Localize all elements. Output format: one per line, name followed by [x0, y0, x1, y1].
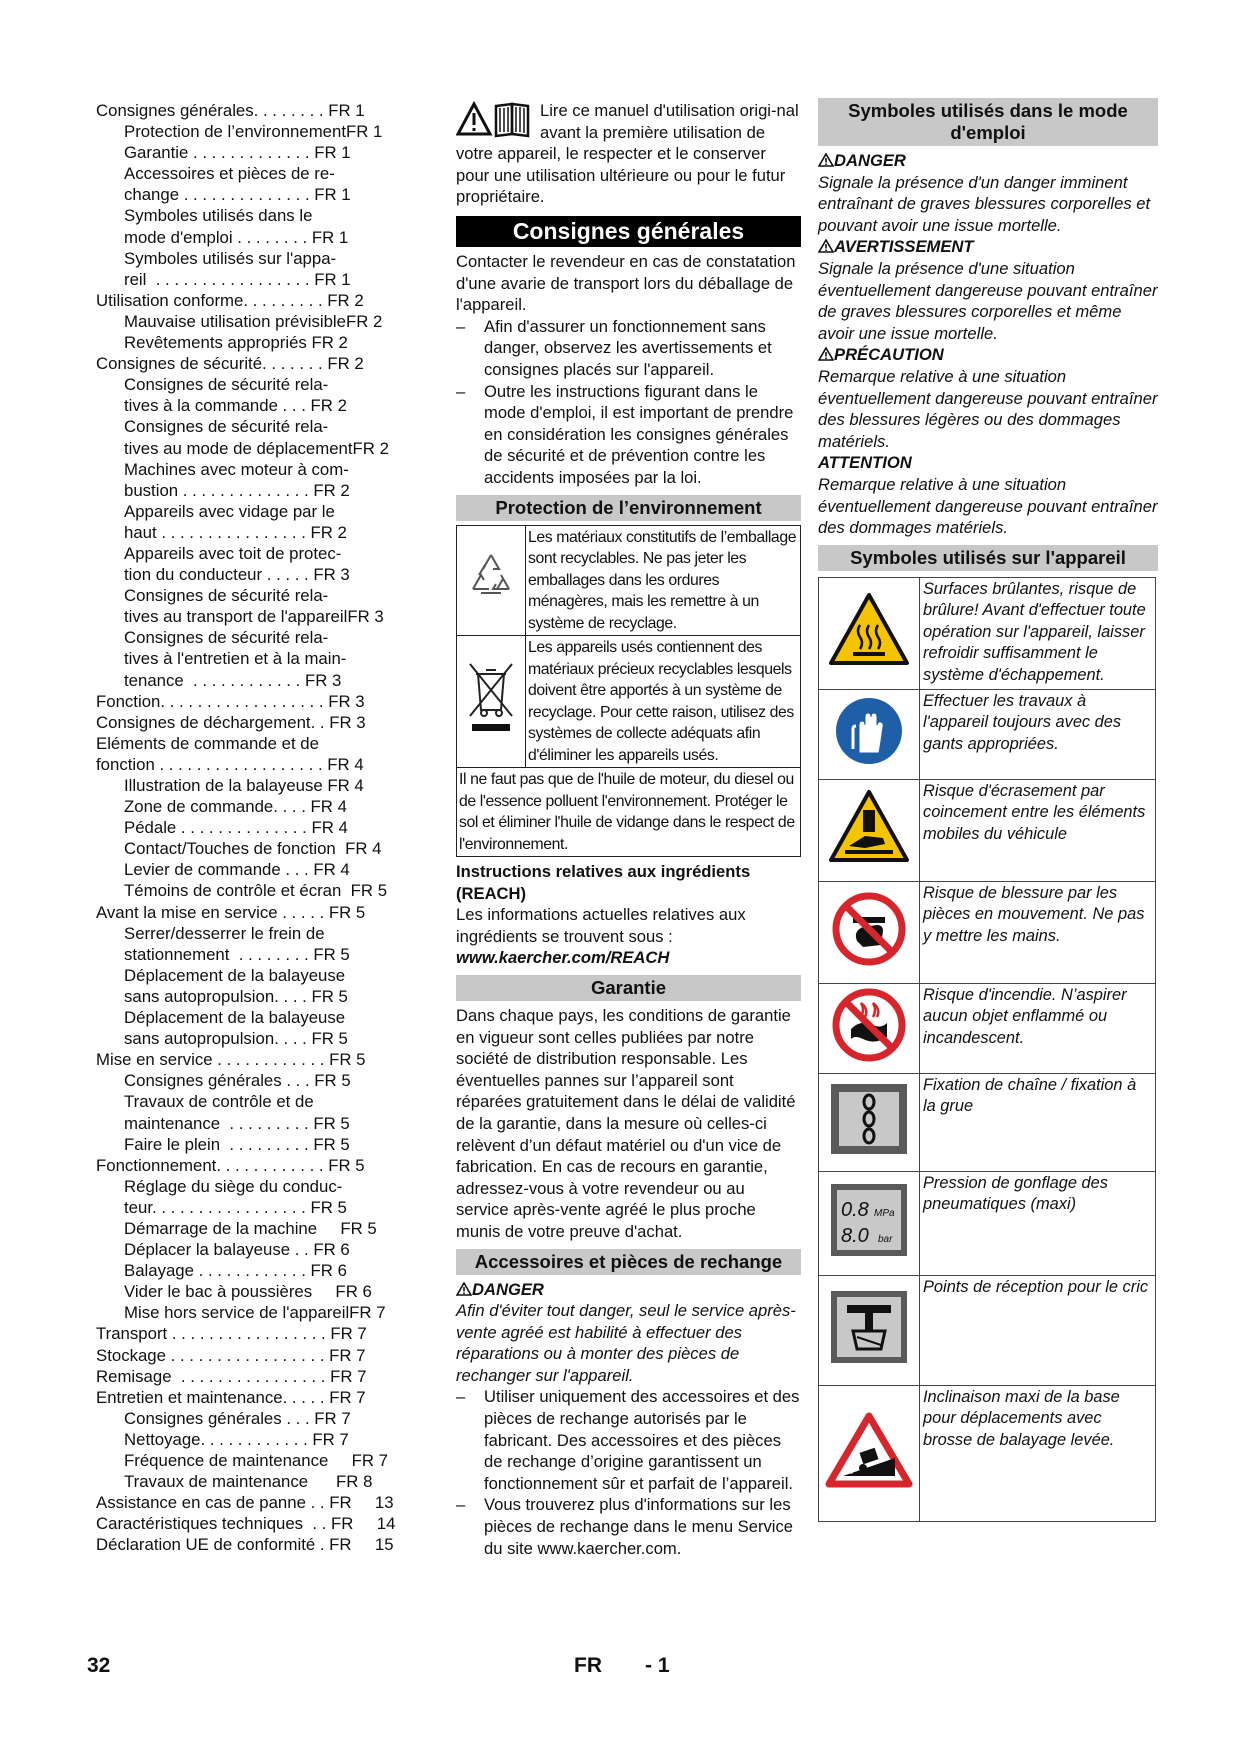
toc-entry[interactable]: Avant la mise en service . . . . . FR 5 [96, 902, 366, 922]
toc-entry[interactable]: Mise en service . . . . . . . . . . . . FR 5 [96, 1050, 366, 1070]
table-row [819, 779, 1156, 881]
weee-cell [457, 636, 526, 768]
table-of-contents [96, 100, 416, 1555]
environment-table [456, 525, 801, 858]
table-row [819, 1275, 1156, 1385]
table-row [819, 881, 1156, 983]
symbol-description: Surfaces brûlantes, risque de brûlure! Avant d'effectuer toute opération sur l'appareil, laisser refroidir suffisamment le système d'échappement. [920, 577, 1156, 689]
env-text-old-devices: Les appareils usés contiennent des matériaux précieux recyclables lesquels doivent être apportés à un système de recyclage. Pour cette raison, utilisez des systèmes de collecte adéquats afin d'éliminer les appareils usés. [526, 636, 801, 768]
toc-entry[interactable]: Accessoires et pièces de re- [124, 164, 335, 184]
toc-entry[interactable]: Travaux de contrôle et de [124, 1092, 314, 1112]
no-fire-icon [831, 987, 907, 1063]
bullet-item: – Vous trouverez plus d'informations sur les pièces de rechange dans le menu Service du site www.kaercher.com. [456, 1495, 794, 1558]
toc-entry[interactable]: Témoins de contrôle et écran FR 5 [124, 881, 388, 901]
toc-entry[interactable]: Eléments de commande et de [96, 733, 319, 753]
toc-entry[interactable]: stationnement . . . . . . . . FR 5 [124, 944, 350, 964]
toc-entry[interactable]: tenance . . . . . . . . . . . . FR 3 [124, 670, 342, 690]
consignes-paragraph: Contacter le revendeur en cas de constatation d'une avarie de transport lors du déballage de l'appareil. [456, 251, 796, 315]
toc-entry[interactable]: Garantie . . . . . . . . . . . . . FR 1 [124, 143, 351, 163]
toc-entry[interactable]: Nettoyage. . . . . . . . . . . . FR 7 [124, 1429, 349, 1449]
toc-entry[interactable]: Entretien et maintenance. . . . . FR 7 [96, 1387, 366, 1407]
toc-entry[interactable]: Remisage . . . . . . . . . . . . . . . . FR 7 [96, 1366, 367, 1386]
toc-entry[interactable]: Caractéristiques techniques . . FR 14 [96, 1514, 396, 1534]
toc-entry[interactable]: Consignes générales. . . . . . . . FR 1 [96, 101, 365, 120]
symbol-cell [819, 689, 920, 779]
section-heading-consignes: Consignes générales [456, 216, 801, 247]
table-row [819, 1073, 1156, 1171]
pressure-mpa-unit: MPa [874, 1207, 895, 1219]
toc-entry[interactable]: Consignes de sécurité. . . . . . . FR 2 [96, 354, 364, 374]
toc-entry[interactable]: Fréquence de maintenance FR 7 [124, 1451, 388, 1470]
symbol-description: Fixation de chaîne / fixation à la grue [920, 1073, 1156, 1171]
table-row [457, 636, 801, 768]
symbol-description: Inclinaison maxi de la base pour déplacements avec brosse de balayage levée. [920, 1385, 1156, 1521]
toc-entry[interactable]: Appareils avec vidage par le [124, 501, 335, 521]
toc-entry[interactable]: Balayage . . . . . . . . . . . . FR 6 [124, 1261, 347, 1281]
section-heading-accessoires: Accessoires et pièces de rechange [456, 1249, 801, 1275]
slope-warning-icon [825, 1410, 913, 1490]
symbol-description: Risque d'incendie. N’aspirer aucun objet enflammé ou incandescent. [920, 983, 1156, 1073]
avertissement-heading: AVERTISSEMENT [818, 236, 1158, 258]
device-symbols-table [818, 577, 1156, 1522]
toc-entry[interactable]: Travaux de maintenance FR 8 [124, 1472, 373, 1492]
toc-entry[interactable]: tion du conducteur . . . . . FR 3 [124, 565, 350, 585]
danger-heading: DANGER [818, 150, 1158, 172]
bullet-item: – Afin d'assurer un fonctionnement sans danger, observez les avertissements et consignes placés sur l'appareil. [456, 316, 772, 379]
warning-triangle-icon [818, 239, 834, 253]
intro-block [456, 100, 801, 208]
toc-entry[interactable]: change . . . . . . . . . . . . . . FR 1 [124, 185, 351, 205]
symbol-description: Risque de blessure par les pièces en mouvement. Ne pas y mettre les mains. [920, 881, 1156, 983]
symbol-cell [819, 577, 920, 689]
table-row [819, 1171, 1156, 1275]
hot-surface-icon [827, 591, 911, 669]
danger-text: Afin d'éviter tout danger, seul le service après-vente agréé est habilité à effectuer des réparations ou à monter des pièces de rechanger sur l'appareil. [456, 1301, 796, 1385]
symbol-description: Points de réception pour le cric [920, 1275, 1156, 1385]
toc-entry[interactable]: Protection de l’environnementFR 1 [124, 122, 383, 142]
danger-text: Signale la présence d'un danger imminent entraînant de graves blessures corporelles et pouvant avoir une issue mortelle. [818, 172, 1151, 235]
symbol-cell [819, 779, 920, 881]
section-heading-symboles-mode: Symboles utilisés dans le mode d'emploi [818, 98, 1158, 146]
toc-entry[interactable]: Consignes de sécurité rela- [124, 375, 329, 395]
crossed-bin-icon [466, 658, 516, 738]
toc-entry[interactable]: mode d'emploi . . . . . . . . FR 1 [124, 227, 349, 247]
slope-percent-label: 9% [843, 1468, 854, 1476]
recycle-icon [463, 549, 519, 605]
symbol-cell [819, 983, 920, 1073]
toc-entry[interactable]: Zone de commande. . . . FR 4 [124, 797, 347, 817]
toc-entry[interactable]: tives au mode de déplacementFR 2 [124, 438, 389, 458]
toc-entry[interactable]: Déplacement de la balayeuse [124, 965, 346, 985]
toc-entry[interactable]: Illustration de la balayeuse FR 4 [124, 776, 364, 795]
toc-entry[interactable]: Assistance en cas de panne . . FR 13 [96, 1493, 394, 1513]
read-manual-icon [456, 100, 536, 138]
reach-text: Les informations actuelles relatives aux ingrédients se trouvent sous : [456, 905, 746, 946]
pressure-bar-unit: bar [878, 1233, 893, 1245]
toc-entry[interactable]: Vider le bac à poussières FR 6 [124, 1282, 372, 1302]
toc-entry[interactable]: Démarrage de la machine FR 5 [124, 1218, 377, 1238]
table-row [819, 983, 1156, 1073]
toc-entry[interactable]: Fonctionnement. . . . . . . . . . . . FR 5 [96, 1155, 365, 1175]
symbol-cell [819, 881, 920, 983]
toc-entry[interactable]: Transport . . . . . . . . . . . . . . . . . FR 7 [96, 1324, 367, 1344]
table-row [457, 768, 801, 857]
precaution-heading: PRÉCAUTION [818, 344, 1158, 366]
env-text-packaging: Les matériaux constitutifs de l’emballage sont recyclables. Ne pas jeter les emballages dans les ordures ménagères, mais les remettre à un système de recyclage. [526, 525, 801, 636]
tyre-pressure-icon [827, 1180, 911, 1260]
toc-entry[interactable]: Symboles utilisés dans le [124, 206, 313, 226]
toc-entry[interactable]: Mise hors service de l'appareilFR 7 [124, 1303, 386, 1323]
symbol-description: Pression de gonflage des pneumatiques (maxi) [920, 1171, 1156, 1275]
toc-entry[interactable]: tives à la commande . . . FR 2 [124, 396, 347, 416]
attention-text: Remarque relative à une situation éventuellement dangereuse pouvant entraîner des dommages matériels. [818, 474, 1158, 538]
section-heading-symboles-appareil: Symboles utilisés sur l'appareil [818, 545, 1158, 571]
table-row [819, 689, 1156, 779]
toc-entry[interactable]: Réglage du siège du conduc- [124, 1176, 343, 1196]
toc-entry[interactable]: Machines avec moteur à com- [124, 459, 349, 479]
reach-link[interactable]: www.kaercher.com/REACH [456, 948, 670, 968]
toc-entry[interactable]: Faire le plein . . . . . . . . . FR 5 [124, 1134, 350, 1154]
toc-entry[interactable]: haut . . . . . . . . . . . . . . . . FR 2 [124, 522, 347, 542]
toc-entry[interactable]: Mauvaise utilisation prévisibleFR 2 [124, 311, 383, 331]
toc-entry[interactable]: reil . . . . . . . . . . . . . . . . . FR 1 [124, 269, 351, 289]
bullet-item: – Utiliser uniquement des accessoires et des pièces de rechange autorisés par le fabricant. Des accessoires et des pièces de rechange d’origine garantissent un fonctionnement sûr et parfait de l’appareil. [456, 1387, 800, 1493]
toc-entry[interactable]: Appareils avec toit de protec- [124, 543, 342, 563]
toc-entry[interactable]: Déplacer la balayeuse . . FR 6 [124, 1240, 350, 1260]
env-text-oil: Il ne faut pas que de l'huile de moteur, du diesel ou de l'essence polluent l'environnement. Protéger le sol et éliminer l'huile de vidange dans le respect de l'environnement. [457, 768, 801, 857]
toc-entry[interactable]: bustion . . . . . . . . . . . . . . FR 2 [124, 480, 350, 500]
toc-entry[interactable]: Consignes de sécurité rela- [124, 586, 329, 606]
section-heading-garantie: Garantie [456, 975, 801, 1001]
toc-entry[interactable]: Revêtements appropriés FR 2 [124, 333, 348, 353]
gloves-icon [833, 695, 905, 767]
right-column [818, 100, 1158, 1522]
danger-heading: DANGER [456, 1279, 801, 1301]
toc-entry[interactable]: tives au transport de l'appareilFR 3 [124, 607, 384, 627]
toc-entry[interactable]: sans autopropulsion. . . . FR 5 [124, 1029, 348, 1049]
toc-entry[interactable]: Contact/Touches de fonction FR 4 [124, 839, 382, 859]
toc-entry[interactable]: Pédale . . . . . . . . . . . . . . FR 4 [124, 818, 348, 838]
toc-entry[interactable]: Consignes générales . . . FR 7 [124, 1408, 351, 1428]
no-hands-icon [831, 891, 907, 967]
toc-entry[interactable]: Consignes générales . . . FR 5 [124, 1071, 351, 1091]
toc-entry[interactable]: Levier de commande . . . FR 4 [124, 860, 350, 880]
table-row [819, 1385, 1156, 1521]
section-heading-environnement: Protection de l’environnement [456, 495, 801, 521]
warning-triangle-icon [818, 347, 834, 361]
symbol-cell [819, 1171, 920, 1275]
toc-entry[interactable]: teur. . . . . . . . . . . . . . . . . FR 5 [124, 1197, 347, 1217]
chain-fixing-icon [827, 1080, 911, 1158]
bullet-item: – Outre les instructions figurant dans le mode d'emploi, il est important de prendre en considération les consignes générales de sécurité et de prévention contre les accidents imposées par la loi. [456, 381, 794, 487]
table-row [457, 525, 801, 636]
crush-hazard-icon [827, 788, 911, 866]
language-code: FR [574, 1654, 602, 1677]
pressure-mpa-value: 0.8 [841, 1198, 869, 1221]
toc-entry[interactable]: Consignes de sécurité rela- [124, 417, 329, 437]
pressure-bar-value: 8.0 [841, 1224, 869, 1247]
toc-entry[interactable]: Déclaration UE de conformité . FR 15 [96, 1535, 394, 1555]
recycle-cell [457, 525, 526, 636]
intro-text: Lire ce manuel d'utilisation origi-nal avant la première utilisation de votre appareil, le respecter et le conserver pour une utilisation ultérieure ou pour le futur propriétaire. [456, 101, 799, 207]
toc-entry[interactable]: Consignes de déchargement. . FR 3 [96, 712, 366, 732]
warning-triangle-icon [456, 1282, 472, 1296]
garantie-paragraph: Dans chaque pays, les conditions de garantie en vigueur sont celles publiées par notre société de distribution responsable. Les éventuelles pannes sur l’appareil sont réparées gratuitement dans le délai de validité de la garantie, dans la mesure où celles-ci relèvent d’un défaut matériel ou d'un vice de fabrication. En cas de recours en garantie, adressez-vous à votre revendeur ou au service après-vente agréé le plus proche munis de votre preuve d'achat. [456, 1005, 796, 1241]
toc-entry[interactable]: Fonction. . . . . . . . . . . . . . . . . . FR 3 [96, 691, 365, 711]
toc-entry[interactable]: Serrer/desserrer le frein de [124, 923, 325, 943]
symbol-description: Effectuer les travaux à l'appareil toujours avec des gants appropriées. [920, 689, 1156, 779]
toc-entry[interactable]: Symboles utilisés sur l'appa- [124, 248, 337, 268]
symbol-cell [819, 1385, 920, 1521]
symbol-description: Risque d'écrasement par coincement entre les éléments mobiles du véhicule [920, 779, 1156, 881]
toc-entry[interactable]: sans autopropulsion. . . . FR 5 [124, 986, 348, 1006]
reach-title: Instructions relatives aux ingrédients (REACH) [456, 862, 751, 903]
precaution-text: Remarque relative à une situation éventuellement dangereuse pouvant entraîner des blessures légères ou des dommages matériels. [818, 366, 1158, 451]
toc-entry[interactable]: Consignes de sécurité rela- [124, 628, 329, 648]
toc-entry[interactable]: tives à l'entretien et à la main- [124, 649, 347, 669]
toc-entry[interactable]: fonction . . . . . . . . . . . . . . . . . . FR 4 [96, 754, 364, 774]
symbol-cell [819, 1073, 920, 1171]
table-row [819, 577, 1156, 689]
toc-entry[interactable]: maintenance . . . . . . . . . FR 5 [124, 1113, 350, 1133]
toc-entry[interactable]: Déplacement de la balayeuse [124, 1008, 346, 1028]
jack-point-icon [827, 1287, 911, 1367]
toc-entry[interactable]: Stockage . . . . . . . . . . . . . . . . . FR 7 [96, 1345, 366, 1365]
page-number-left: 32 [87, 1654, 111, 1677]
avertissement-text: Signale la présence d'une situation éventuellement dangereuse pouvant entraîner de graves blessures corporelles et même avoir une issue mortelle. [818, 258, 1158, 343]
middle-column [456, 100, 801, 1559]
toc-entry[interactable]: Utilisation conforme. . . . . . . . . FR 2 [96, 290, 364, 310]
page-number-right: - 1 [645, 1654, 670, 1677]
symbol-cell [819, 1275, 920, 1385]
warning-triangle-icon [818, 153, 834, 167]
attention-heading: ATTENTION [818, 453, 912, 473]
